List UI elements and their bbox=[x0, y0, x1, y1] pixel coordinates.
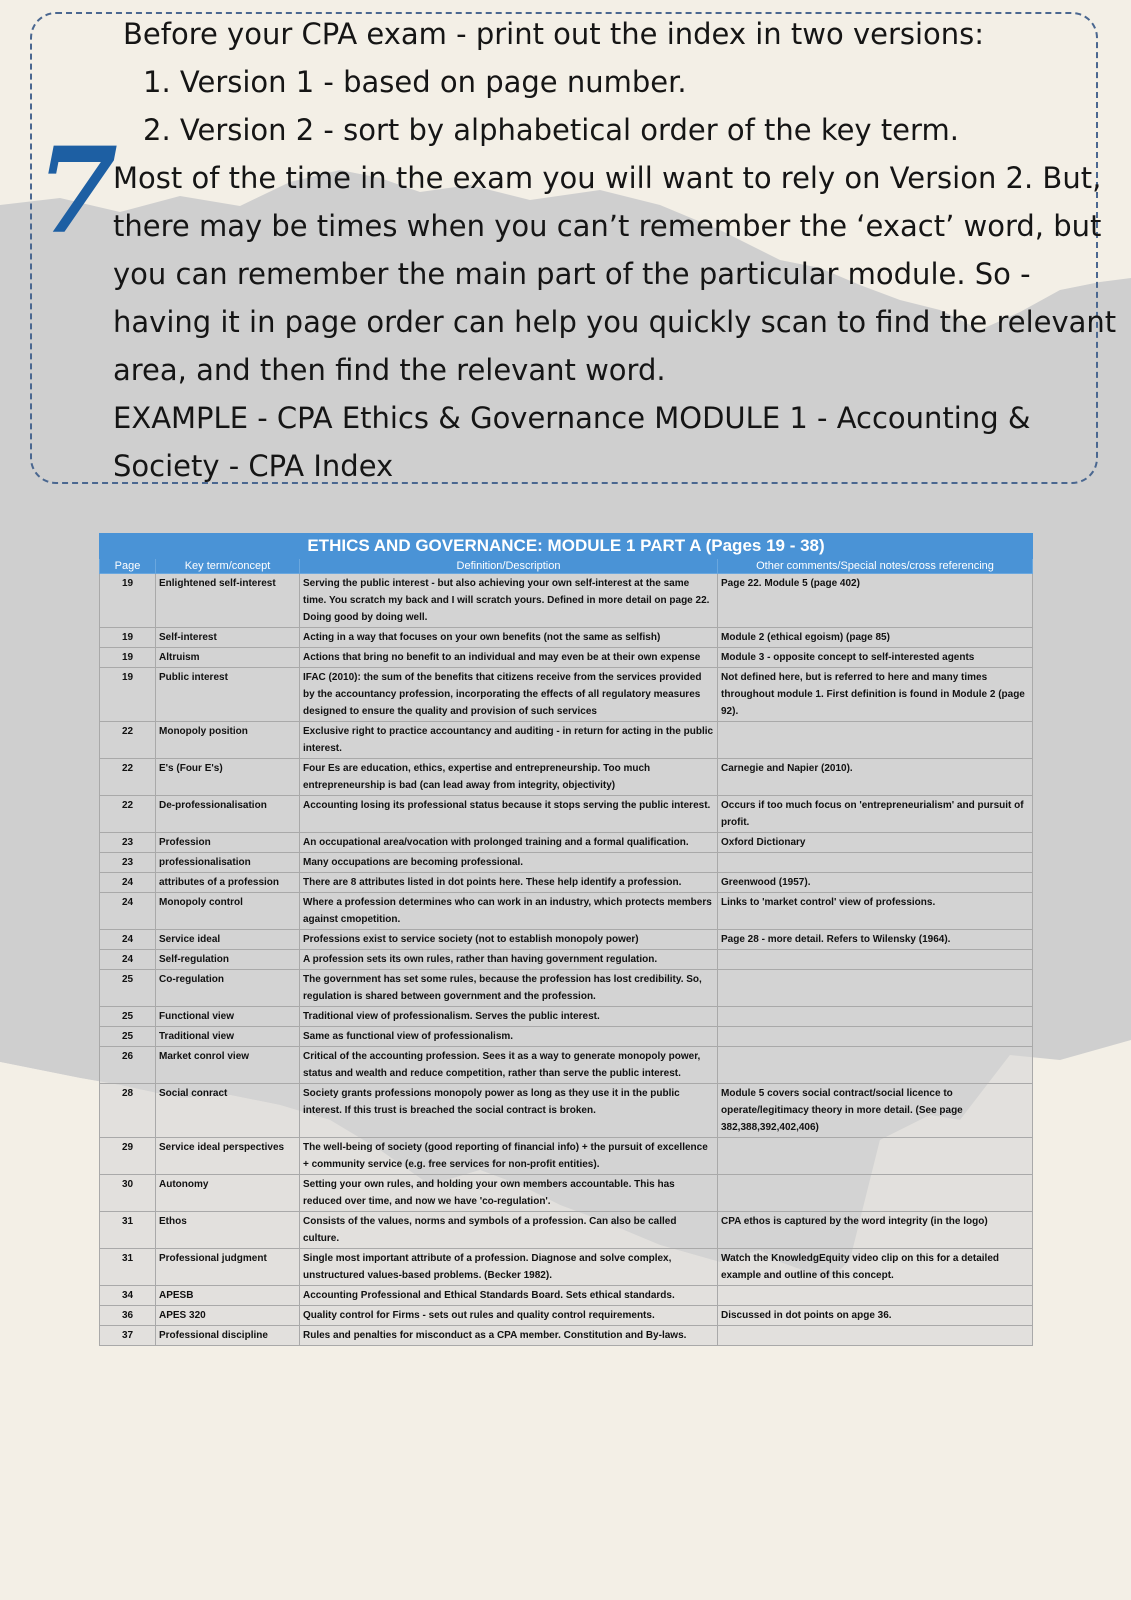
row-definition: There are 8 attributes listed in dot points here. These help identify a profession. bbox=[300, 873, 718, 893]
row-comments bbox=[718, 970, 1033, 1007]
table-row bbox=[100, 833, 1033, 853]
row-definition: Accounting losing its professional status because it stops serving the public interest. bbox=[300, 796, 718, 833]
row-comments bbox=[718, 1326, 1033, 1346]
row-comments: Watch the KnowledgEquity video clip on this for a detailed example and outline of this concept. bbox=[718, 1249, 1033, 1286]
row-term: Professional judgment bbox=[156, 1249, 300, 1286]
row-page: 19 bbox=[100, 668, 156, 722]
row-page: 25 bbox=[100, 1007, 156, 1027]
table-row bbox=[100, 1047, 1033, 1084]
row-comments bbox=[718, 1138, 1033, 1175]
row-definition: Many occupations are becoming professional. bbox=[300, 853, 718, 873]
row-comments bbox=[718, 950, 1033, 970]
table-row bbox=[100, 970, 1033, 1007]
row-page: 19 bbox=[100, 628, 156, 648]
row-definition: IFAC (2010): the sum of the benefits that citizens receive from the services provided by the accountancy profession, incorporating the effects of all regulatory measures designed to ensure the quality and provision of such services bbox=[300, 668, 718, 722]
row-comments bbox=[718, 1175, 1033, 1212]
row-page: 23 bbox=[100, 833, 156, 853]
step-number-seven: 7 bbox=[36, 121, 119, 260]
table-row bbox=[100, 1175, 1033, 1212]
cpa-index-table bbox=[99, 533, 1033, 1346]
row-definition: Professions exist to service society (not to establish monopoly power) bbox=[300, 930, 718, 950]
row-term: Monopoly control bbox=[156, 893, 300, 930]
row-definition: Setting your own rules, and holding your own members accountable. This has reduced over time, and now we have 'co-regulation'. bbox=[300, 1175, 718, 1212]
row-definition: Exclusive right to practice accountancy and auditing - in return for acting in the public interest. bbox=[300, 722, 718, 759]
intro-paragraph-line-2: there may be times when you can’t remember the ‘exact’ word, but bbox=[113, 209, 1102, 243]
row-definition: Consists of the values, norms and symbols of a profession. Can also be called culture. bbox=[300, 1212, 718, 1249]
row-term: Self-interest bbox=[156, 628, 300, 648]
row-page: 24 bbox=[100, 893, 156, 930]
row-term: Market conrol view bbox=[156, 1047, 300, 1084]
row-page: 34 bbox=[100, 1286, 156, 1306]
row-page: 31 bbox=[100, 1212, 156, 1249]
intro-paragraph-line-5: area, and then find the relevant word. bbox=[113, 353, 666, 387]
row-term: Public interest bbox=[156, 668, 300, 722]
table-row bbox=[100, 873, 1033, 893]
row-term: Functional view bbox=[156, 1007, 300, 1027]
row-page: 24 bbox=[100, 873, 156, 893]
row-term: Self-regulation bbox=[156, 950, 300, 970]
row-definition: Traditional view of professionalism. Serves the public interest. bbox=[300, 1007, 718, 1027]
row-comments bbox=[718, 722, 1033, 759]
row-page: 26 bbox=[100, 1047, 156, 1084]
row-comments: Module 2 (ethical egoism) (page 85) bbox=[718, 628, 1033, 648]
row-page: 28 bbox=[100, 1084, 156, 1138]
row-page: 22 bbox=[100, 796, 156, 833]
row-comments: Links to 'market control' view of professions. bbox=[718, 893, 1033, 930]
table-row bbox=[100, 1306, 1033, 1326]
row-term: Altruism bbox=[156, 648, 300, 668]
example-line-2: Society - CPA Index bbox=[113, 449, 394, 483]
row-comments: Occurs if too much focus on 'entrepreneurialism' and pursuit of profit. bbox=[718, 796, 1033, 833]
table-row bbox=[100, 759, 1033, 796]
row-comments bbox=[718, 853, 1033, 873]
row-definition: Critical of the accounting profession. Sees it as a way to generate monopoly power, status and wealth and reduce competition, rather than serve the public interest. bbox=[300, 1047, 718, 1084]
row-term: APESB bbox=[156, 1286, 300, 1306]
intro-paragraph-line-3: you can remember the main part of the particular module. So - bbox=[113, 257, 1031, 291]
row-term: professionalisation bbox=[156, 853, 300, 873]
table-row bbox=[100, 1286, 1033, 1306]
table-row bbox=[100, 722, 1033, 759]
row-definition: Quality control for Firms - sets out rules and quality control requirements. bbox=[300, 1306, 718, 1326]
table-row bbox=[100, 1138, 1033, 1175]
table-body bbox=[100, 574, 1033, 1346]
row-definition: Where a profession determines who can work in an industry, which protects members against cmopetition. bbox=[300, 893, 718, 930]
row-term: Ethos bbox=[156, 1212, 300, 1249]
row-page: 22 bbox=[100, 722, 156, 759]
row-definition: Acting in a way that focuses on your own benefits (not the same as selfish) bbox=[300, 628, 718, 648]
column-header-term: Key term/concept bbox=[156, 559, 300, 574]
row-comments: Carnegie and Napier (2010). bbox=[718, 759, 1033, 796]
row-term: E's (Four E's) bbox=[156, 759, 300, 796]
table-row bbox=[100, 1084, 1033, 1138]
row-term: Traditional view bbox=[156, 1027, 300, 1047]
row-term: Social conract bbox=[156, 1084, 300, 1138]
row-term: Service ideal bbox=[156, 930, 300, 950]
row-comments: Page 22. Module 5 (page 402) bbox=[718, 574, 1033, 628]
row-comments: Module 5 covers social contract/social licence to operate/legitimacy theory in more detail. (See page 382,388,392,402,406) bbox=[718, 1084, 1033, 1138]
row-comments: Discussed in dot points on apge 36. bbox=[718, 1306, 1033, 1326]
table-row bbox=[100, 950, 1033, 970]
intro-paragraph-line-4: having it in page order can help you quickly scan to find the relevant bbox=[113, 305, 1117, 339]
row-term: De-professionalisation bbox=[156, 796, 300, 833]
table-row bbox=[100, 1027, 1033, 1047]
table-row bbox=[100, 648, 1033, 668]
row-definition: Accounting Professional and Ethical Standards Board. Sets ethical standards. bbox=[300, 1286, 718, 1306]
row-comments: Greenwood (1957). bbox=[718, 873, 1033, 893]
row-page: 25 bbox=[100, 970, 156, 1007]
row-definition: Rules and penalties for misconduct as a CPA member. Constitution and By-laws. bbox=[300, 1326, 718, 1346]
row-definition: A profession sets its own rules, rather than having government regulation. bbox=[300, 950, 718, 970]
intro-version-1: 1. Version 1 - based on page number. bbox=[143, 65, 687, 99]
intro-paragraph-line-1: Most of the time in the exam you will want to rely on Version 2. But, bbox=[113, 161, 1102, 195]
row-definition: An occupational area/vocation with prolonged training and a formal qualification. bbox=[300, 833, 718, 853]
table-row bbox=[100, 796, 1033, 833]
row-page: 29 bbox=[100, 1138, 156, 1175]
row-term: Monopoly position bbox=[156, 722, 300, 759]
row-definition: The government has set some rules, because the profession has lost credibility. So, regulation is shared between government and the profession. bbox=[300, 970, 718, 1007]
row-page: 24 bbox=[100, 930, 156, 950]
row-page: 31 bbox=[100, 1249, 156, 1286]
table-row bbox=[100, 1212, 1033, 1249]
row-comments: CPA ethos is captured by the word integrity (in the logo) bbox=[718, 1212, 1033, 1249]
row-page: 19 bbox=[100, 574, 156, 628]
row-comments: Module 3 - opposite concept to self-interested agents bbox=[718, 648, 1033, 668]
row-comments: Page 28 - more detail. Refers to Wilensky (1964). bbox=[718, 930, 1033, 950]
row-definition: Four Es are education, ethics, expertise and entrepreneurship. Too much entrepreneurship is bad (can lead away from integrity, objectivity) bbox=[300, 759, 718, 796]
row-page: 36 bbox=[100, 1306, 156, 1326]
row-page: 24 bbox=[100, 950, 156, 970]
row-page: 37 bbox=[100, 1326, 156, 1346]
table-row bbox=[100, 628, 1033, 648]
row-definition: Actions that bring no benefit to an individual and may even be at their own expense bbox=[300, 648, 718, 668]
row-term: Co-regulation bbox=[156, 970, 300, 1007]
intro-heading: Before your CPA exam - print out the index in two versions: bbox=[123, 17, 985, 51]
table-row bbox=[100, 1007, 1033, 1027]
row-term: Service ideal perspectives bbox=[156, 1138, 300, 1175]
row-page: 25 bbox=[100, 1027, 156, 1047]
row-definition: Single most important attribute of a profession. Diagnose and solve complex, unstructured values-based problems. (Becker 1982). bbox=[300, 1249, 718, 1286]
row-page: 30 bbox=[100, 1175, 156, 1212]
row-comments bbox=[718, 1027, 1033, 1047]
column-header-page: Page bbox=[100, 559, 156, 574]
row-definition: The well-being of society (good reporting of financial info) + the pursuit of excellence + community service (e.g. free services for non-profit entities). bbox=[300, 1138, 718, 1175]
row-definition: Serving the public interest - but also achieving your own self-interest at the same time. You scratch my back and I will scratch yours. Defined in more detail on page 22. Doing good by doing well. bbox=[300, 574, 718, 628]
row-term: APES 320 bbox=[156, 1306, 300, 1326]
row-definition: Society grants professions monopoly power as long as they use it in the public interest. If this trust is breached the social contract is broken. bbox=[300, 1084, 718, 1138]
column-header-comments: Other comments/Special notes/cross referencing bbox=[718, 559, 1033, 574]
row-term: Autonomy bbox=[156, 1175, 300, 1212]
row-term: Profession bbox=[156, 833, 300, 853]
row-comments bbox=[718, 1047, 1033, 1084]
row-comments bbox=[718, 1007, 1033, 1027]
column-header-definition: Definition/Description bbox=[300, 559, 718, 574]
table-row bbox=[100, 1249, 1033, 1286]
row-comments bbox=[718, 1286, 1033, 1306]
row-term: Professional discipline bbox=[156, 1326, 300, 1346]
intro-version-2: 2. Version 2 - sort by alphabetical order of the key term. bbox=[143, 113, 959, 147]
row-comments: Not defined here, but is referred to here and many times throughout module 1. First definition is found in Module 2 (page 92). bbox=[718, 668, 1033, 722]
row-page: 23 bbox=[100, 853, 156, 873]
row-definition: Same as functional view of professionalism. bbox=[300, 1027, 718, 1047]
row-page: 19 bbox=[100, 648, 156, 668]
table-row bbox=[100, 1326, 1033, 1346]
example-line-1: EXAMPLE - CPA Ethics & Governance MODULE 1 - Accounting & bbox=[113, 401, 1031, 435]
table-row bbox=[100, 893, 1033, 930]
table-row bbox=[100, 930, 1033, 950]
row-page: 22 bbox=[100, 759, 156, 796]
table-title: ETHICS AND GOVERNANCE: MODULE 1 PART A (Pages 19 - 38) bbox=[100, 534, 1033, 559]
table-row bbox=[100, 668, 1033, 722]
row-comments: Oxford Dictionary bbox=[718, 833, 1033, 853]
table-row bbox=[100, 574, 1033, 628]
table-row bbox=[100, 853, 1033, 873]
row-term: attributes of a profession bbox=[156, 873, 300, 893]
row-term: Enlightened self-interest bbox=[156, 574, 300, 628]
